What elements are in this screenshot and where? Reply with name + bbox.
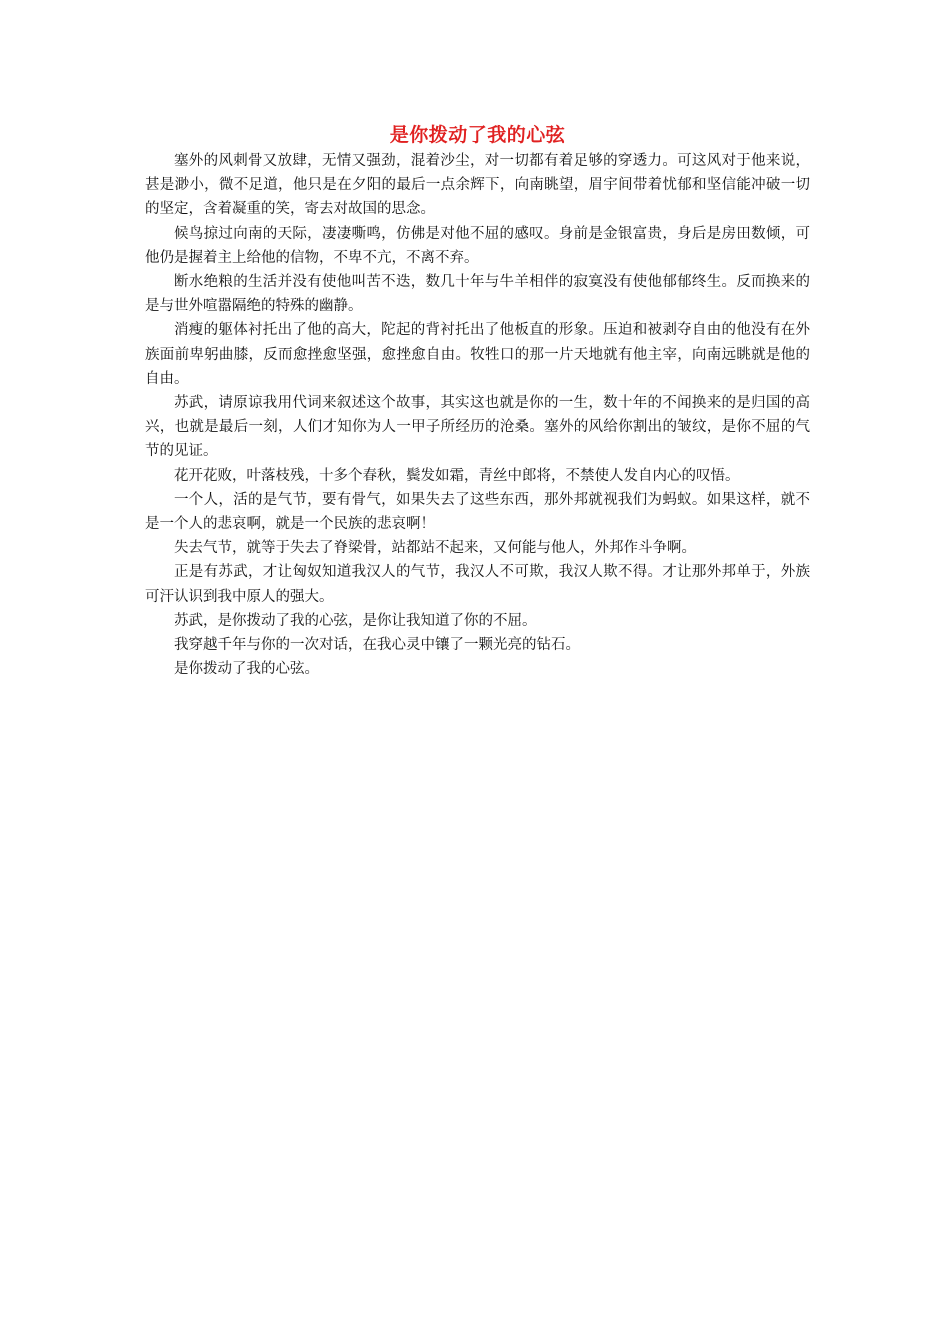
paragraph: 是你拨动了我的心弦。	[174, 661, 319, 678]
article	[145, 122, 810, 681]
paragraph: 断水绝粮的生活并没有使他叫苦不迭，数几十年与牛羊相伴的寂寞没有使他郁郁终生。反而换来的是与世外喧嚣隔绝的特殊的幽静。	[145, 274, 810, 315]
paragraph: 花开花败，叶落枝残，十多个春秋，鬓发如霜，青丝中郎将，不禁使人发自内心的叹悟。	[174, 467, 740, 484]
paragraph: 消瘦的躯体衬托出了他的高大，陀起的背衬托出了他板直的形象。压迫和被剥夺自由的他没有在外族面前卑躬曲膝，反而愈挫愈坚强，愈挫愈自由。牧牲口的那一片天地就有他主宰，向南远眺就是他的自由。	[145, 322, 810, 387]
paragraph: 苏武，请原谅我用代词来叙述这个故事，其实这也就是你的一生，数十年的不闻换来的是归国的高兴，也就是最后一刻，人们才知你为人一甲子所经历的沧桑。塞外的风给你割出的皱纹，是你不屈的气节的见证。	[145, 395, 810, 460]
paragraph: 候鸟掠过向南的天际，凄凄嘶鸣，仿佛是对他不屈的感叹。身前是金银富贵，身后是房田数倾，可他仍是握着主上给他的信物，不卑不亢，不离不弃。	[145, 225, 810, 266]
paragraph: 正是有苏武，才让匈奴知道我汉人的气节，我汉人不可欺，我汉人欺不得。才让那外邦单于，外族可汗认识到我中原人的强大。	[145, 564, 810, 605]
article-title: 是你拨动了我的心弦	[389, 124, 566, 146]
paragraph: 失去气节，就等于失去了脊梁骨，站都站不起来，又何能与他人，外邦作斗争啊。	[174, 540, 696, 557]
paragraph: 塞外的风刺骨又放肆，无情又强劲，混着沙尘，对一切都有着足够的穿透力。可这风对于他来说，甚是渺小，微不足道，他只是在夕阳的最后一点余辉下，向南眺望，眉宇间带着忧郁和坚信能冲破一切的坚定，含着凝重的笑，寄去对故国的思念。	[145, 153, 810, 218]
paragraph: 我穿越千年与你的一次对话，在我心灵中镶了一颗光亮的钻石。	[174, 637, 580, 654]
paragraph: 一个人，活的是气节，要有骨气，如果失去了这些东西，那外邦就视我们为蚂蚁。如果这样，就不是一个人的悲哀啊，就是一个民族的悲哀啊！	[145, 491, 810, 533]
paragraph: 苏武，是你拨动了我的心弦，是你让我知道了你的不屈。	[174, 612, 537, 629]
